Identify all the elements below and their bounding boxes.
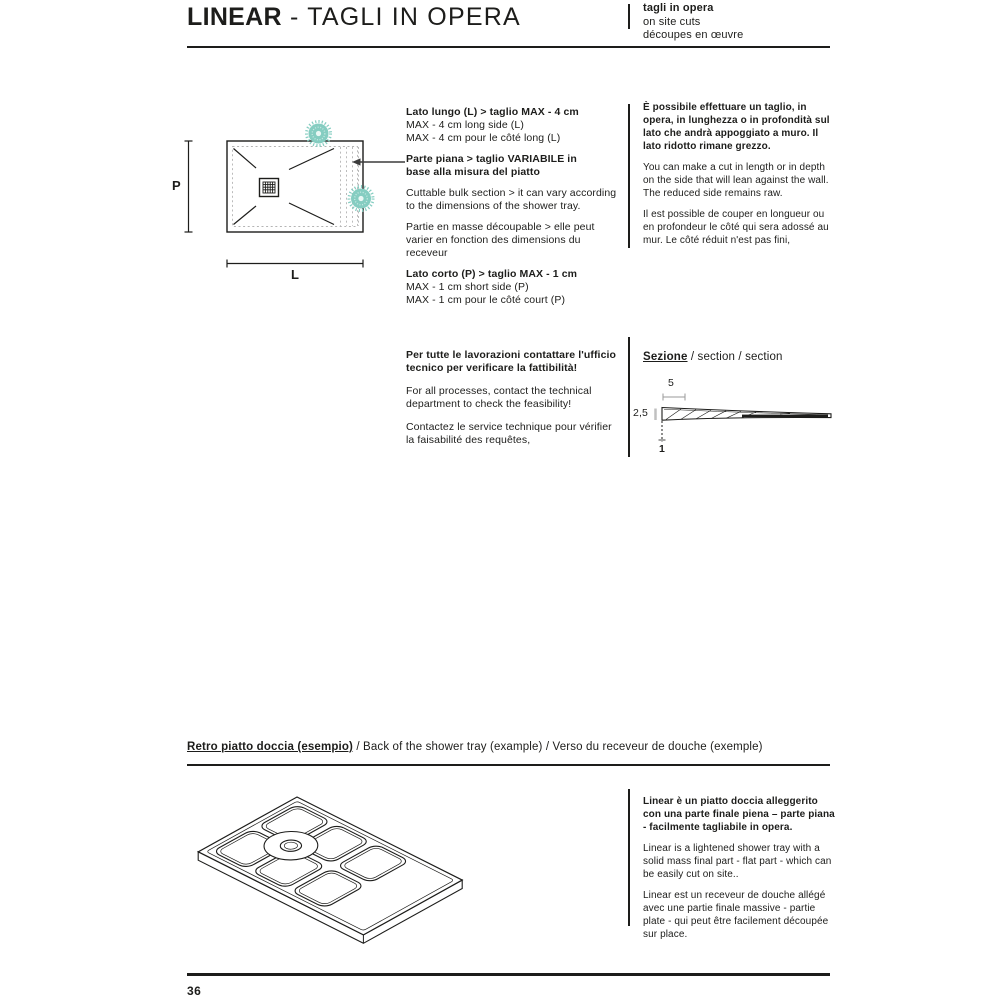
cut-note-en: You can make a cut in length or in depth on the side that will lean against the wall. The reduced side remains raw. [643,162,829,199]
flat-part-cut-fr: Partie en masse découpable > elle peut varier en fonction des dimensions du receveur [406,221,595,259]
long-side-cut-en: MAX - 4 cm long side (L) [406,119,524,131]
subtitle-en: on site cuts [643,15,701,28]
dimension-label-25: 2,5 [633,407,648,419]
cut-note-block [643,101,836,255]
cut-note-fr: Il est possible de couper en longueur ou en profondeur le côté qui sera adossé au mur. Le côté réduit n'est pas fini, [643,209,829,246]
footer-rule [187,973,830,976]
feasibility-it: Per tutte le lavorazioni contattare l'ufficio tecnico per verificare la fattibilità! [406,349,617,374]
flat-part-cut-it: Parte piana > taglio VARIABILE in base alla misura del piatto [406,153,577,178]
subtitle-fr: découpes en œuvre [643,29,744,41]
long-side-cut-fr: MAX - 4 cm pour le côté long (L) [406,132,561,144]
header-subtitle [643,2,743,43]
cut-note-it: È possibile effettuare un taglio, in opera, in lunghezza o in profondità sul lato che andrà appoggiato a muro. Il lato ridotto rimane grezzo. [643,102,830,152]
page-title [187,3,521,32]
profile-outline [662,408,831,421]
page-title-product: LINEAR [187,3,282,31]
callout-arrow [352,158,405,165]
header-divider [628,4,630,29]
page-number: 36 [187,984,202,998]
profile-solid-band [742,415,828,418]
short-side-cut-block [406,268,621,307]
dimension-line-p [185,141,193,232]
feasibility-block [406,349,621,457]
dimension-bracket-5 [663,394,685,401]
dimension-label-p: P [172,178,181,193]
drain-grate-icon [260,179,279,197]
back-description-block [643,795,836,949]
back-note-divider [628,789,630,926]
note-divider [628,104,630,248]
short-side-cut-en: MAX - 1 cm short side (P) [406,281,529,293]
back-description-fr: Linear est un receveur de douche allégé avec une partie finale massive - partie plate - qui peut être facilement découpée sur place. [643,890,829,940]
back-tray-rule [187,764,830,766]
section-heading [643,351,783,363]
subtitle-it: tagli in opera [643,2,714,14]
long-side-cut-it: Lato lungo (L) > taglio MAX - 4 cm [406,106,579,118]
header-rule [187,46,830,48]
flat-part-cut-block [406,153,621,268]
short-side-cut-fr: MAX - 1 cm pour le côté court (P) [406,294,566,306]
section-heading-it: Sezione [643,351,688,363]
back-description-it: Linear è un piatto doccia alleggerito con una parte finale piena – parte piana - facilmente tagliabile in opera. [643,796,835,833]
section-heading-rest: / section / section [687,351,783,363]
tray-top-view-diagram [168,95,418,280]
back-description-en: Linear is a lightened shower tray with a solid mass final part - flat part - which can be easily cut on site.. [643,843,832,880]
dimension-label-5: 5 [668,377,674,389]
back-tray-heading-rest: / Back of the shower tray (example) / Verso du receveur de douche (exemple) [353,741,763,753]
feasibility-en: For all processes, contact the technical department to check the feasibility! [406,385,592,410]
dimension-label-1: 1 [659,443,665,455]
long-side-cut-block [406,106,621,145]
tray-top-surface [198,797,462,935]
tray-back-isometric-drawing [178,778,478,958]
tray-outline [227,141,363,232]
dimension-label-l: L [291,267,299,282]
page-title-topic: - TAGLI IN OPERA [281,3,521,31]
feasibility-fr: Contactez le service technique pour vérifier la faisabilité des requêtes, [406,421,612,446]
flat-part-cut-en: Cuttable bulk section > it can vary according to the dimensions of the shower tray. [406,187,617,212]
back-tray-heading [187,741,763,753]
short-side-cut-it: Lato corto (P) > taglio MAX - 1 cm [406,268,578,280]
back-tray-heading-it: Retro piatto doccia (esempio) [187,741,354,753]
